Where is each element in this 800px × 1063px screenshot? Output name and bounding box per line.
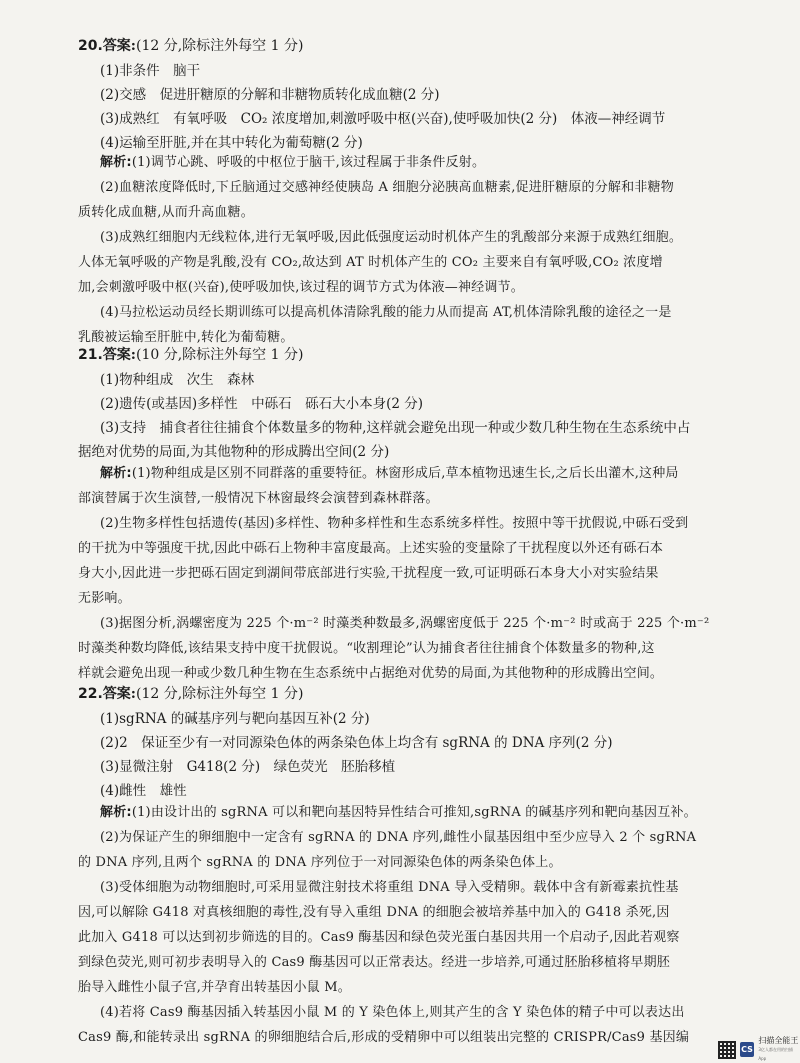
q20-analysis-1: 解析:(1)调节心跳、呼吸的中枢位于脑干,该过程属于非条件反射。 bbox=[100, 155, 486, 170]
q20-analysis-2a: (2)血糖浓度降低时,下丘脑通过交感神经使胰岛 A 细胞分泌胰高血糖素,促进肝糖原的分解和非糖物 bbox=[100, 180, 674, 195]
scanner-watermark bbox=[718, 1036, 800, 1063]
q20-analysis-label: 解析: bbox=[100, 155, 132, 170]
q20-header bbox=[78, 36, 303, 56]
q22-analysis-4a: (4)若将 Cas9 酶基因插入转基因小鼠 M 的 Y 染色体上,则其产生的含 Y 染色体的精子中可以表达出 bbox=[100, 1005, 685, 1020]
q21-analysis-1b: 部演替属于次生演替,一般情况下林窗最终会演替到森林群落。 bbox=[78, 491, 439, 506]
q22-analysis-3b: 因,可以解除 G418 对真核细胞的毒性,没有导入重组 DNA 的细胞会被培养基中加入的 G418 杀死,因 bbox=[78, 905, 670, 920]
q20-analysis-3b: 人体无氧呼吸的产物是乳酸,没有 CO₂,故达到 AT 时机体产生的 CO₂ 主要来自有氧呼吸,CO₂ 浓度增 bbox=[78, 255, 663, 270]
q20-analysis-3a: (3)成熟红细胞内无线粒体,进行无氧呼吸,因此低强度运动时机体产生的乳酸部分来源于成熟红细胞。 bbox=[100, 230, 683, 245]
q21-header bbox=[78, 345, 303, 365]
q21-analysis-3b: 时藻类种数均降低,该结果支持中度干扰假说。“收割理论”认为捕食者往往捕食个体数量多的物种,这 bbox=[78, 641, 655, 656]
q21-answer-3: (3)支持 捕食者往往捕食个体数量多的物种,这样就会避免出现一种或少数几种生物在生态系统中占 bbox=[100, 420, 691, 436]
q20-number: 20. bbox=[78, 38, 103, 54]
q21-answer-2: (2)遗传(或基因)多样性 中砾石 砾石大小本身(2 分) bbox=[100, 396, 424, 412]
q22-analysis-3e: 胎导入雌性小鼠子宫,并孕育出转基因小鼠 M。 bbox=[78, 980, 351, 995]
q22-analysis-1: 解析:(1)由设计出的 sgRNA 可以和靶向基因特异性结合可推知,sgRNA 的碱基序列和靶向基因互补。 bbox=[100, 805, 697, 820]
q22-answer-2: (2)2 保证至少有一对同源染色体的两条染色体上均含有 sgRNA 的 DNA 序列(2 分) bbox=[100, 735, 613, 751]
q22-answer-1: (1)sgRNA 的碱基序列与靶向基因互补(2 分) bbox=[100, 711, 370, 727]
q22-analysis-3a: (3)受体细胞为动物细胞时,可采用显微注射技术将重组 DNA 导入受精卵。载体中含有新霉素抗性基 bbox=[100, 880, 679, 895]
q20-answer-1: (1)非条件 脑干 bbox=[100, 63, 201, 79]
q20-answer-2: (2)交感 促进肝糖原的分解和非糖物质转化成血糖(2 分) bbox=[100, 87, 440, 103]
q21-analysis-3c: 样就会避免出现一种或少数几种生物在生态系统中占据绝对优势的局面,为其他物种的形成腾出空间。 bbox=[78, 666, 664, 681]
q21-analysis-2a: (2)生物多样性包括遗传(基因)多样性、物种多样性和生态系统多样性。按照中等干扰假说,中砾石受到 bbox=[100, 516, 689, 531]
q22-analysis-label: 解析: bbox=[100, 805, 132, 820]
q22-score: (12 分,除标注外每空 1 分) bbox=[135, 686, 304, 702]
q22-answer-4: (4)雌性 雄性 bbox=[100, 783, 187, 799]
q22-analysis-3d: 到绿色荧光,则可初步表明导入的 Cas9 酶基因可以正常表达。经进一步培养,可通过胚胎移植将早期胚 bbox=[78, 955, 670, 970]
brand-name: 扫描全能王 bbox=[758, 1036, 799, 1045]
q22-analysis-3c: 此加入 G418 可以达到初步筛选的目的。Cas9 酶基因和绿色荧光蛋白基因共用一个启动子,因此若观察 bbox=[78, 930, 680, 945]
q22-analysis-2a: (2)为保证产生的卵细胞中一定含有 sgRNA 的 DNA 序列,雌性小鼠基因组中至少应导入 2 个 sgRNA bbox=[100, 830, 697, 845]
qr-code-icon bbox=[718, 1041, 736, 1059]
q21-analysis-1a: 解析:(1)物种组成是区别不同群落的重要特征。林窗形成后,草本植物迅速生长,之后长出灌木,这种局 bbox=[100, 466, 679, 481]
q20-analysis-3c: 加,会刺激呼吸中枢(兴奋),使呼吸加快,该过程的调节方式为体液—神经调节。 bbox=[78, 280, 524, 295]
q20-answer-4: (4)运输至肝脏,并在其中转化为葡萄糖(2 分) bbox=[100, 135, 363, 151]
q21-score: (10 分,除标注外每空 1 分) bbox=[135, 347, 304, 363]
q21-answer-label: 答案: bbox=[102, 347, 136, 363]
q22-answer-3: (3)显微注射 G418(2 分) 绿色荧光 胚胎移植 bbox=[100, 759, 396, 775]
q22-analysis-4b: Cas9 酶,和能转录出 sgRNA 的卵细胞结合后,形成的受精卵中可以组装出完整的 CRISPR/Cas9 基因编 bbox=[78, 1030, 690, 1045]
q21-analysis-3a: (3)据图分析,涡螺密度为 225 个·m⁻² 时藻类种数最多,涡螺密度低于 225 个·m⁻² 时或高于 225 个·m⁻² bbox=[100, 616, 710, 631]
q20-answer-3: (3)成熟红 有氧呼吸 CO₂ 浓度增加,刺激呼吸中枢(兴奋),使呼吸加快(2 分) 体液—神经调节 bbox=[100, 111, 666, 127]
q21-number: 21. bbox=[78, 347, 103, 363]
q20-analysis-4a: (4)马拉松运动员经长期训练可以提高机体清除乳酸的能力从而提高 AT,机体清除乳酸的途径之一是 bbox=[100, 305, 672, 320]
q20-analysis-2b: 质转化成血糖,从而升高血糖。 bbox=[78, 205, 254, 220]
brand-block bbox=[758, 1036, 800, 1063]
q21-analysis-label: 解析: bbox=[100, 466, 132, 481]
q22-answer-label: 答案: bbox=[102, 686, 136, 702]
q22-analysis-2b: 的 DNA 序列,且两个 sgRNA 的 DNA 序列位于一对同源染色体的两条染色体上。 bbox=[78, 855, 562, 870]
q20-score: (12 分,除标注外每空 1 分) bbox=[135, 38, 304, 54]
camscanner-logo-icon: CS bbox=[740, 1042, 755, 1057]
q21-analysis-2c: 身大小,因此进一步把砾石固定到湖间带底部进行实验,干扰程度一致,可证明砾石本身大小对实验结果 bbox=[78, 566, 659, 581]
q20-answer-label: 答案: bbox=[102, 38, 136, 54]
q22-header bbox=[78, 684, 303, 704]
q21-analysis-2d: 无影响。 bbox=[78, 591, 131, 606]
q21-answer-1: (1)物种组成 次生 森林 bbox=[100, 372, 255, 388]
q20-analysis-4b: 乳酸被运输至肝脏中,转化为葡萄糖。 bbox=[78, 330, 294, 345]
q21-analysis-2b: 的干扰为中等强度干扰,因此中砾石上物种丰富度最高。上述实验的变量除了干扰程度以外还有砾石本 bbox=[78, 541, 664, 556]
q21-answer-3-cont: 据绝对优势的局面,为其他物种的形成腾出空间(2 分) bbox=[78, 444, 390, 460]
q22-number: 22. bbox=[78, 686, 103, 702]
brand-subtitle: 3亿人都在用的扫描App bbox=[758, 1047, 793, 1061]
